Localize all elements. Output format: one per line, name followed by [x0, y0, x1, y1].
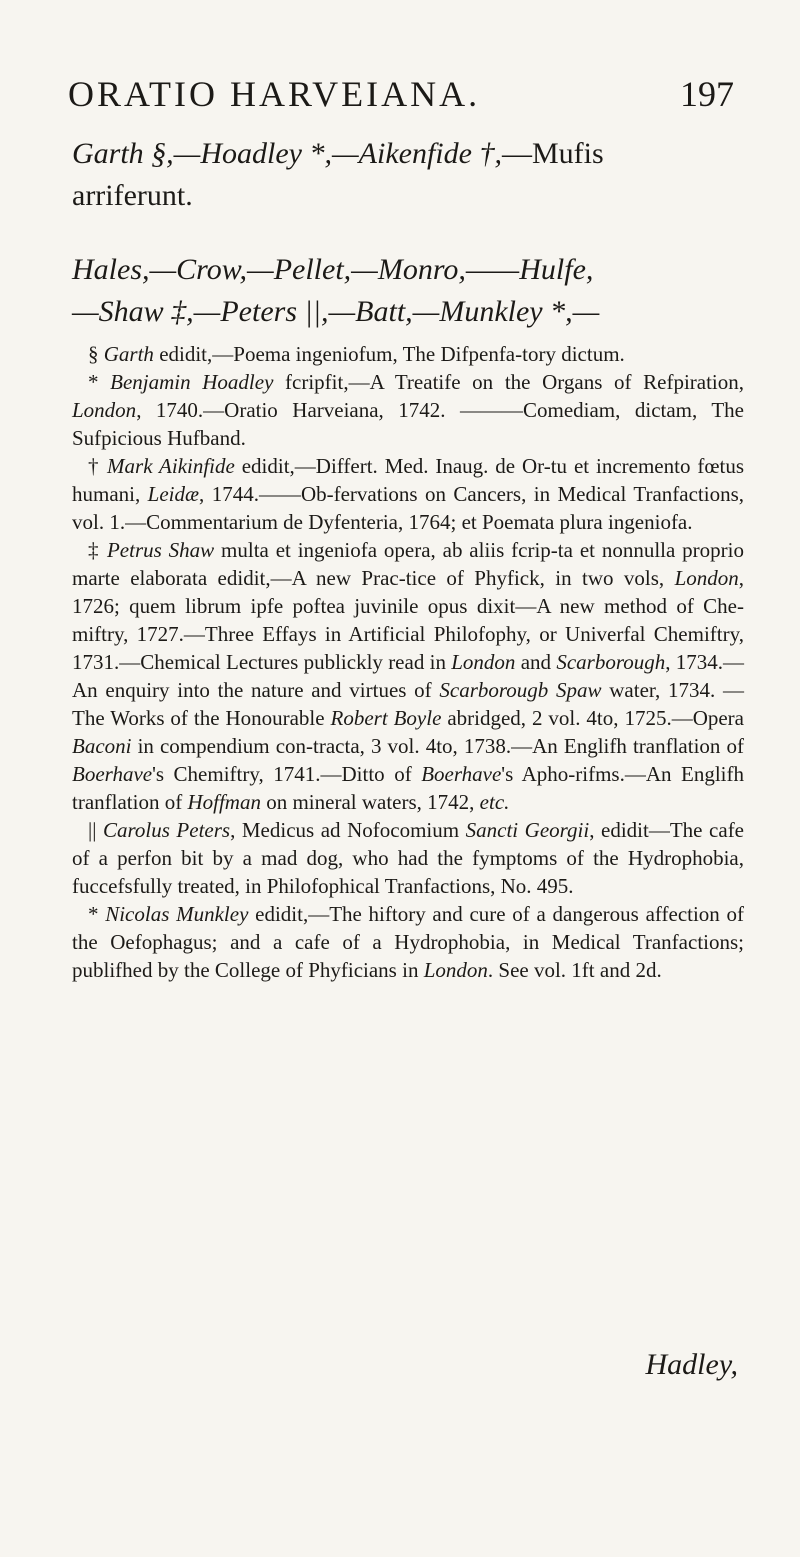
footnote-text: London: [451, 650, 516, 674]
verse-line-2: arriferunt.: [72, 179, 193, 212]
footnote-text: abridged, 2 vol. 4to, 1725.—Opera: [441, 706, 744, 730]
running-title: ORATIO HARVEIANA.: [68, 74, 481, 114]
footnote-text: and: [515, 650, 557, 674]
footnote-text: etc.: [479, 790, 510, 814]
footnote-text: Mark Aikinfide: [107, 454, 235, 478]
word-mufis: —Mufis: [501, 137, 604, 170]
footnote-text: , edidit—The cafe of a perfon bit by a mad dog, who had the fymptoms of the Hydrophobia, fuccefsfully treated, in Philofophical Tranfactions, No. 495.: [72, 818, 745, 898]
footnote-text: in compendium con-tracta, 3 vol. 4to, 1738.—An Englifh tranflation of: [131, 734, 744, 758]
catchword: Hadley,: [645, 1348, 738, 1381]
verse-line-3: Hales,—Crow,—Pellet,—Monro,——Hulfe,: [72, 253, 594, 286]
footnote-text: ||: [88, 818, 103, 842]
footnote-text: §: [88, 342, 104, 366]
footnote-text: London: [423, 958, 488, 982]
footnote-text: Boerhave: [72, 762, 153, 786]
footnote-text: *: [88, 902, 106, 926]
footnote-text: , 1740.—Oratio Harveiana, 1742. ———Comediam, dictam, The Sufpicious Hufband.: [72, 398, 744, 450]
footnote-text: edidit,—Poema ingeniofum, The Difpenfa-tory dictum.: [153, 342, 625, 366]
footnote-text: . See vol. 1ft and 2d.: [487, 958, 662, 982]
footnote-text: multa et ingeniofa opera, ab aliis fcrip-ta et nonnulla proprio marte elaborata edidit,—A new Prac-tice of Phyfick, in two vols,: [72, 538, 744, 590]
footnote-text: fcripfit,—A Treatife on the Organs of Refpiration,: [273, 370, 745, 394]
name-hoadley: Hoadley *,—: [200, 137, 359, 170]
footnote-text: 's Chemiftry, 1741.—Ditto of: [152, 762, 422, 786]
footnote-text: †: [88, 454, 108, 478]
running-head: [68, 72, 734, 116]
footnote-text: Leidæ: [147, 482, 200, 506]
footnote-text: Boerhave: [421, 762, 502, 786]
verse-line-4: —Shaw ‡,—Peters ||,—Batt,—Munkley *,—: [72, 295, 600, 328]
footnote-text: , 1726; quem librum ipfe poftea juvinile opus dixit—A new method of Che-miftry, 1727.—Three Effays in Artificial Philofophy, or Univerfal Chemiftry, 1731.—Chemical Lectures publickly read in: [72, 566, 744, 674]
footnote-text: ‡: [88, 538, 107, 562]
page-number: 197: [680, 74, 734, 114]
footnote-text: London: [674, 566, 739, 590]
footnote-text: *: [88, 370, 111, 394]
footnote: [72, 900, 744, 984]
footnote-text: Scarborougb Spaw: [439, 678, 602, 702]
footnote-text: on mineral waters, 1742,: [260, 790, 480, 814]
footnote: [72, 816, 744, 900]
verse-line-1: [72, 133, 744, 175]
footnote-text: water, 1734. —The Works of the Honourable: [72, 678, 744, 730]
name-aikenfide: Aikenfide †,: [358, 137, 502, 170]
footnote-text: London: [72, 398, 137, 422]
footnote: [72, 452, 744, 536]
footnotes: [72, 340, 744, 984]
footnote-text: Sancti Georgii: [465, 818, 590, 842]
footnote: [72, 536, 744, 816]
footnote-text: Robert Boyle: [330, 706, 442, 730]
footnote-text: edidit,—Differt. Med. Inaug. de Or-tu et incremento fœtus humani,: [72, 454, 744, 506]
main-text: [72, 133, 744, 333]
footnote-text: Benjamin Hoadley: [110, 370, 274, 394]
footnote-text: Scarborough: [556, 650, 666, 674]
footnote: [72, 340, 744, 368]
name-garth: Garth §,—: [72, 137, 201, 170]
footnote-text: Petrus Shaw: [106, 538, 215, 562]
footnote-text: Hoffman: [187, 790, 261, 814]
footnote: [72, 368, 744, 452]
footnote-text: Carolus Peters: [102, 818, 231, 842]
footnote-text: Baconi: [72, 734, 132, 758]
footnote-text: , 1744.——Ob-fervations on Cancers, in Medical Tranfactions, vol. 1.—Commentarium de Dyfenteria, 1764; et Poemata plura ingeniofa.: [72, 482, 744, 534]
footnote-text: edidit,—The hiftory and cure of a dangerous affection of the Oefophagus; and a cafe of a Hydrophobia, in Medical Tranfactions; publifhed by the College of Phyficians in: [72, 902, 745, 982]
footnote-text: Garth: [103, 342, 154, 366]
footnote-text: 's Apho-rifms.—An Englifh tranflation of: [72, 762, 744, 814]
footnote-text: , Medicus ad Nofocomium: [230, 818, 466, 842]
footnote-text: , 1734.—An enquiry into the nature and virtues of: [72, 650, 745, 702]
footnote-text: Nicolas Munkley: [105, 902, 249, 926]
